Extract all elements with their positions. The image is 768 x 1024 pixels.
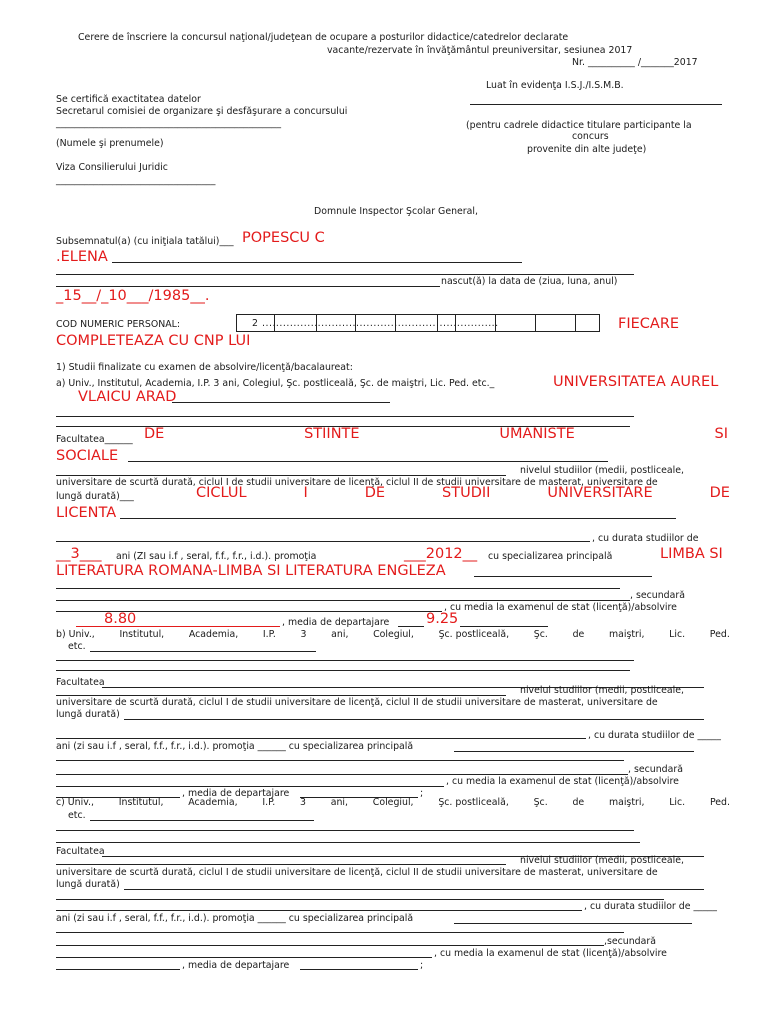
study-c-level-text-2: universitare de scurtă durată, ciclul I de studii universitare de licenţă, ciclul II de studii universitare de masterat, universitare de xyxy=(56,867,658,878)
study-b-faculty-label: Facultatea xyxy=(56,677,105,688)
applicant-label: Subsemnatul(a) (cu iniţiala tatălui)___ xyxy=(56,236,234,247)
cnp-dots: .................................................................... xyxy=(262,318,499,329)
study-a-level-text: nivelul studiilor (medii, postliceale, xyxy=(520,465,684,476)
study-c-level-prefix: lungă durată) xyxy=(56,879,120,890)
study-a-spec-label: cu specializarea principală xyxy=(488,551,613,562)
study-c-prefix: c) Univ., Institutul, Academia, I.P. 3 ani, Colegiul, Şc. postliceală, Şc. de maiştri, Lic. Ped. xyxy=(56,797,730,808)
study-c-institution-line[interactable] xyxy=(90,820,314,821)
study-a-faculty-label: Facultatea______ xyxy=(56,434,133,445)
study-a-level-2[interactable]: LICENTA xyxy=(56,505,117,521)
study-b-spec-line[interactable] xyxy=(454,751,694,752)
study-c-tiebreak-label: , media de departajare xyxy=(182,960,290,971)
cnp-cell[interactable] xyxy=(495,314,535,332)
study-a-exam-grade[interactable]: 8.80 xyxy=(104,611,137,627)
study-a-duration-text: , cu durata studiilor de xyxy=(592,533,699,544)
study-b-level-line[interactable] xyxy=(124,719,704,720)
study-c-duration-text: , cu durata studiilor de _____ xyxy=(584,901,717,912)
legal-visa-label: Viza Consilierului Juridic xyxy=(56,162,168,173)
study-b-duration-text: , cu durata studiilor de _____ xyxy=(588,730,721,741)
titular-note-line-2: concurs xyxy=(572,131,609,142)
study-b-level-prefix: lungă durată) xyxy=(56,709,120,720)
study-a-level-text-2: universitare de scurtă durată, ciclul I de studii universitare de licenţă, ciclul II de studii universitare de masterat, universitare de xyxy=(56,477,658,488)
cnp-label: COD NUMERIC PERSONAL: xyxy=(56,319,181,330)
secretary-signature-line: ________________________________________________ xyxy=(56,118,281,129)
study-a-tiebreak-label: , media de departajare xyxy=(282,617,390,628)
study-c-tiebreak-line[interactable] xyxy=(300,969,418,970)
level-word: UNIVERSITARE xyxy=(547,485,653,501)
study-a-faculty-1[interactable] xyxy=(144,428,728,440)
birth-date-label: nascut(ă) la data de (ziua, luna, anul) xyxy=(441,276,618,287)
study-b-secondary: , secundară xyxy=(628,764,683,775)
level-word: DE xyxy=(364,485,386,501)
study-a-exam-text: , cu media la examenul de stat (licenţă)/absolvire xyxy=(444,602,677,613)
promo-year: 2012 xyxy=(425,546,463,562)
study-a-duration-rest: ani (ZI sau i.f , seral, f.f., f.r., i.d.). promoţia xyxy=(116,551,317,562)
study-a-level-prefix: lungă durată)___ xyxy=(56,491,134,502)
level-word: DE xyxy=(709,485,730,501)
study-c-years-line: ani (zi sau i.f , seral, f.f., f.r., i.d.). promoţia ______ cu specializarea principală xyxy=(56,913,414,924)
study-b-years-line: ani (zi sau i.f , seral, f.f., f.r., i.d.). promoţia ______ cu specializarea principală xyxy=(56,741,414,752)
study-a-promo-year[interactable]: ___2012__ xyxy=(404,546,478,562)
cnp-note-2: COMPLETEAZA CU CNP LUI xyxy=(56,333,251,349)
birth-date[interactable]: _15__/_10___/1985__. xyxy=(56,288,210,304)
duration-value: 3 xyxy=(70,546,80,562)
name-hint: (Numele şi prenumele) xyxy=(56,138,164,149)
registration-number: Nr. __________ /_______2017 xyxy=(572,57,698,68)
study-b-tiebreak-label: , media de departajare xyxy=(182,788,290,799)
study-c-etc: etc. xyxy=(68,810,86,821)
study-a-faculty-2[interactable]: SOCIALE xyxy=(56,448,119,464)
faculty-word: SI xyxy=(714,426,728,442)
form-title-line-2: vacante/rezervate în învăţământul preuniversitar, sesiunea 2017 xyxy=(327,45,633,56)
faculty-word: STIINTE xyxy=(304,426,360,442)
legal-visa-line: __________________________________ xyxy=(56,175,216,186)
salutation: Domnule Inspector Şcolar General, xyxy=(314,206,478,217)
titular-note-line-3: provenite din alte judeţe) xyxy=(527,144,647,155)
study-a-secondary: , secundară xyxy=(630,590,685,601)
studies-heading: 1) Studii finalizate cu examen de absolvire/licenţă/bacalaureat: xyxy=(56,362,353,373)
cnp-cell[interactable] xyxy=(535,314,575,332)
study-c-spec-line[interactable] xyxy=(454,923,692,924)
study-a-spec-2[interactable]: LITERATURA ROMANA-LIMBA SI LITERATURA ENGLEZA xyxy=(56,563,446,579)
study-b-etc: etc. xyxy=(68,641,86,652)
registered-label: Luat în evidenţa I.S.J./I.S.M.B. xyxy=(486,80,624,91)
certify-text: Se certifică exactitatea datelor xyxy=(56,94,201,105)
study-b-exam-text: , cu media la examenul de stat (licenţă)/absolvire xyxy=(446,776,679,787)
study-c-exam-grade-line[interactable] xyxy=(56,969,180,970)
study-c-exam-text: , cu media la examenul de stat (licenţă)/absolvire xyxy=(434,948,667,959)
study-b-prefix: b) Univ., Institutul, Academia, I.P. 3 ani, Colegiul, Şc. postliceală, Şc. de maiştri, Lic. Ped. xyxy=(56,629,730,640)
study-a-tiebreak-value[interactable]: 9.25 xyxy=(426,611,459,627)
faculty-word: DE xyxy=(144,426,165,442)
registration-signature-line xyxy=(470,104,722,105)
study-a-university-1[interactable]: UNIVERSITATEA AUREL xyxy=(553,374,719,390)
level-word: I xyxy=(303,485,308,501)
titular-note-line-1: (pentru cadrele didactice titulare participante la xyxy=(466,120,692,131)
applicant-firstname[interactable]: .ELENA xyxy=(56,249,108,265)
cnp-note-1: FIECARE xyxy=(618,316,680,332)
faculty-word: UMANISTE xyxy=(499,426,575,442)
study-c-faculty-label: Facultatea xyxy=(56,846,105,857)
cnp-first-digit: 2 xyxy=(252,318,258,329)
study-a-level-1[interactable] xyxy=(196,487,730,499)
study-b-level-text-2: universitare de scurtă durată, ciclul I de studii universitare de licenţă, ciclul II de studii universitare de masterat, universitare de xyxy=(56,697,658,708)
cnp-cell[interactable] xyxy=(575,314,600,332)
study-a-prefix: a) Univ., Institutul, Academia, I.P. 3 ani, Colegiul, Şc. postliceală, Şc. de maiştri, Lic. Ped. etc._ xyxy=(56,378,495,389)
study-a-university-2[interactable]: VLAICU ARAD xyxy=(78,389,177,405)
level-word: CICLUL xyxy=(196,485,247,501)
study-c-level-line[interactable] xyxy=(124,889,704,890)
study-c-secondary: ,secundară xyxy=(604,936,656,947)
secretary-text: Secretarul comisiei de organizare şi desfăşurare a concursului xyxy=(56,106,348,117)
study-b-level-text: nivelul studiilor (medii, postliceale, xyxy=(520,685,684,696)
study-b-institution-line[interactable] xyxy=(90,651,316,652)
study-a-duration[interactable]: __3___ xyxy=(56,546,102,562)
level-word: STUDII xyxy=(442,485,491,501)
study-a-spec-1[interactable]: LIMBA SI xyxy=(660,546,723,562)
study-c-level-text: nivelul studiilor (medii, postliceale, xyxy=(520,855,684,866)
form-title-line-1: Cerere de înscriere la concursul naţional/judeţean de ocupare a posturilor didactice/catedrelor declarate xyxy=(78,32,569,43)
applicant-surname[interactable]: POPESCU C xyxy=(242,230,325,246)
